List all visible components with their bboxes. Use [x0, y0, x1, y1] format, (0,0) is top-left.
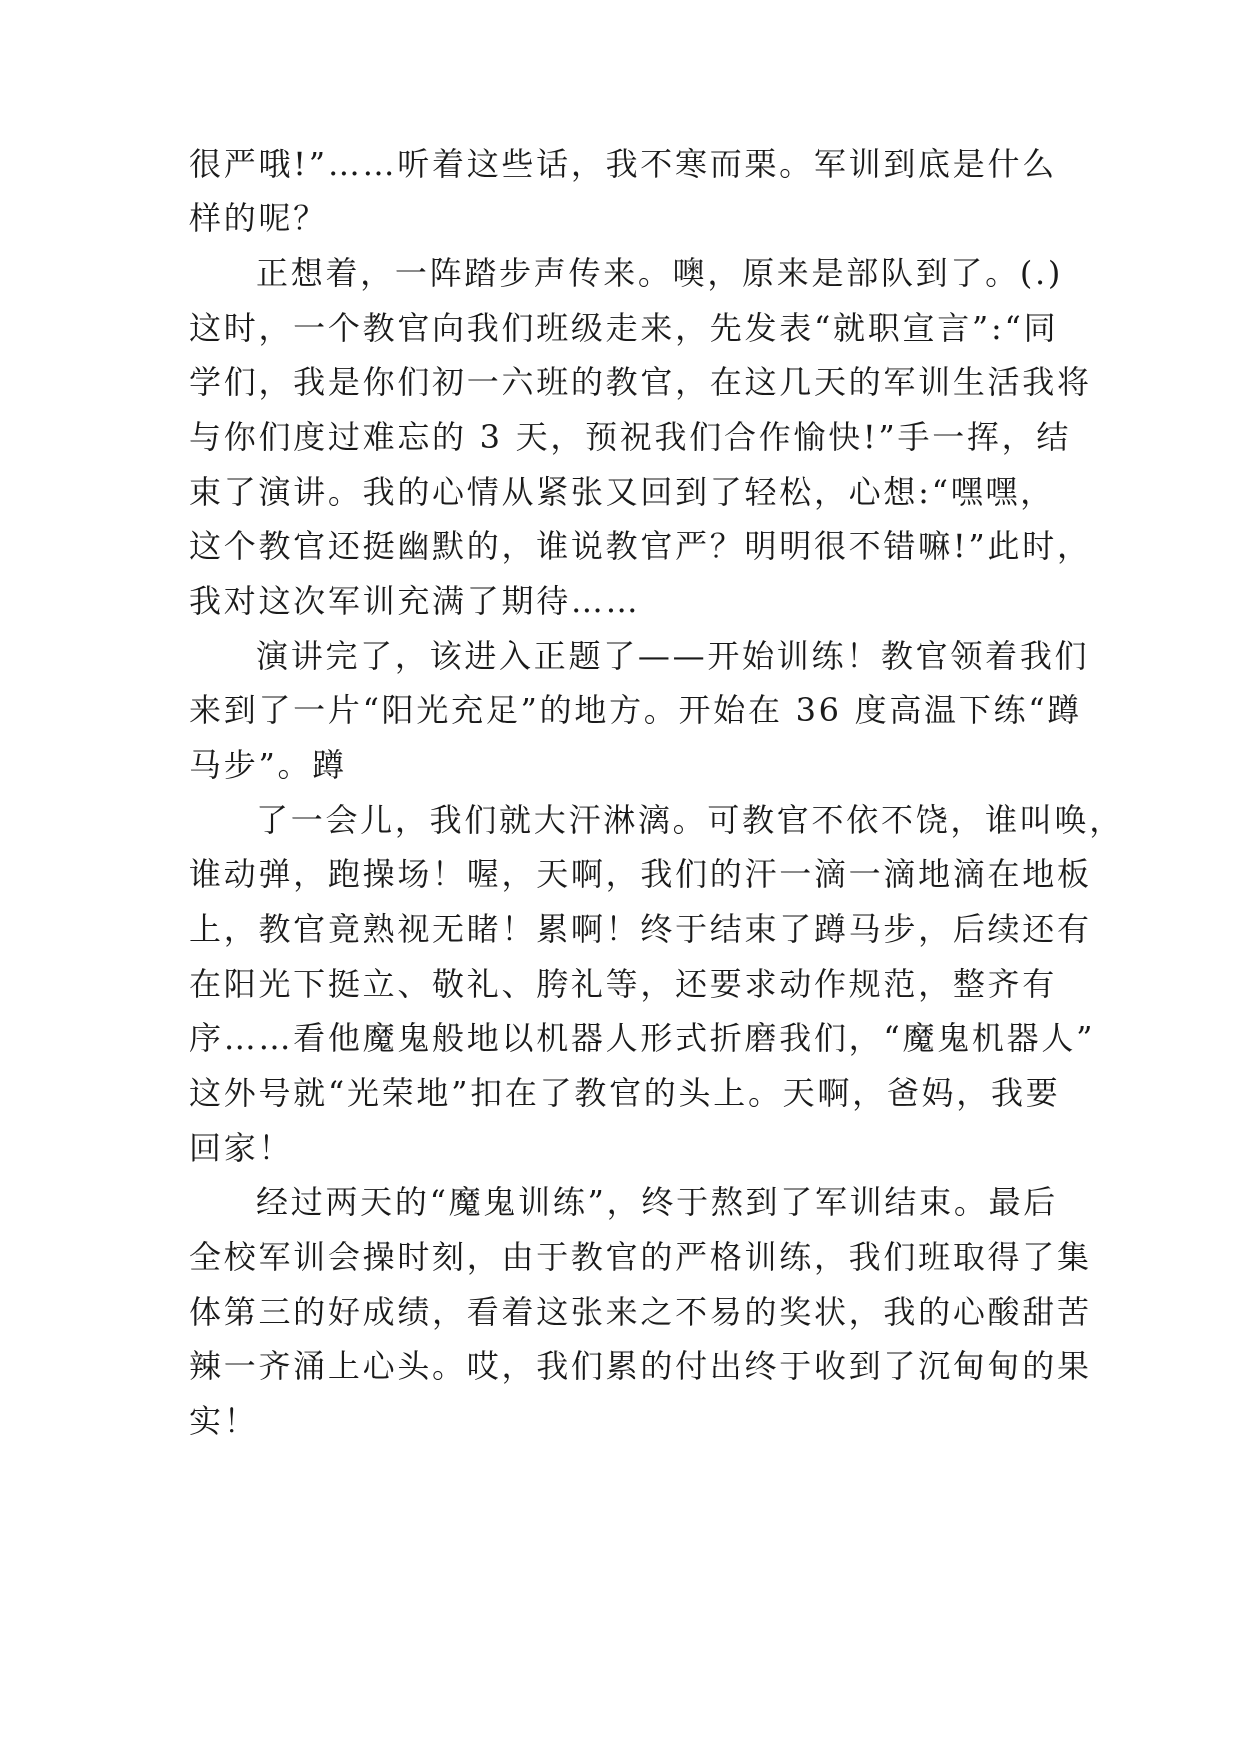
text-line: 马步”。蹲: [189, 746, 347, 784]
text-line: 谁动弹，跑操场！喔，天啊，我们的汗一滴一滴地滴在地板: [189, 855, 1092, 893]
text-line: 上，教官竟熟视无睹！累啊！终于结束了蹲马步，后续还有: [189, 910, 1092, 948]
text-line: 实！: [189, 1402, 259, 1440]
paragraph-start-line: 演讲完了，该进入正题了——开始训练！教官领着我们: [256, 637, 1090, 675]
text-line: 在阳光下挺立、敬礼、胯礼等，还要求动作规范，整齐有: [189, 965, 1058, 1003]
text-line: 体第三的好成绩，看着这张来之不易的奖状，我的心酸甜苦: [189, 1293, 1092, 1331]
text-line: 辣一齐涌上心头。哎，我们累的付出终于收到了沉甸甸的果: [189, 1347, 1092, 1385]
text-line: 这个教官还挺幽默的，谁说教官严？明明很不错嘛!”此时，: [189, 527, 1092, 565]
text-line: 我对这次军训充满了期待……: [189, 582, 641, 620]
text-line: 这时，一个教官向我们班级走来，先发表“就职宣言”:“同: [189, 309, 1059, 347]
text-line: 这外号就“光荣地”扣在了教官的头上。天啊，爸妈，我要: [189, 1074, 1061, 1112]
text-line: 束了演讲。我的心情从紧张又回到了轻松，心想:“嘿嘿，: [189, 473, 1055, 511]
text-line: 与你们度过难忘的 3 天，预祝我们合作愉快!”手一挥，结: [189, 418, 1072, 456]
text-line: 学们，我是你们初一六班的教官，在这几天的军训生活我将: [189, 363, 1092, 401]
text-line: 来到了一片“阳光充足”的地方。开始在 36 度高温下练“蹲: [189, 691, 1083, 729]
paragraph-start-line: 经过两天的“魔鬼训练”，终于熬到了军训结束。最后: [256, 1183, 1058, 1221]
text-line: 全校军训会操时刻，由于教官的严格训练，我们班取得了集: [189, 1238, 1092, 1276]
text-line: 序……看他魔鬼般地以机器人形式折磨我们，“魔鬼机器人”: [189, 1019, 1096, 1057]
text-line: 样的呢？: [189, 199, 328, 237]
paragraph-start-line: 正想着，一阵踏步声传来。噢，原来是部队到了。(.): [256, 254, 1064, 292]
text-line: 很严哦!”……听着这些话，我不寒而栗。军训到底是什么: [189, 145, 1057, 183]
paragraph-start-line: 了一会儿，我们就大汗淋漓。可教官不依不饶，谁叫唤，: [256, 801, 1125, 839]
text-line: 回家！: [189, 1129, 294, 1167]
